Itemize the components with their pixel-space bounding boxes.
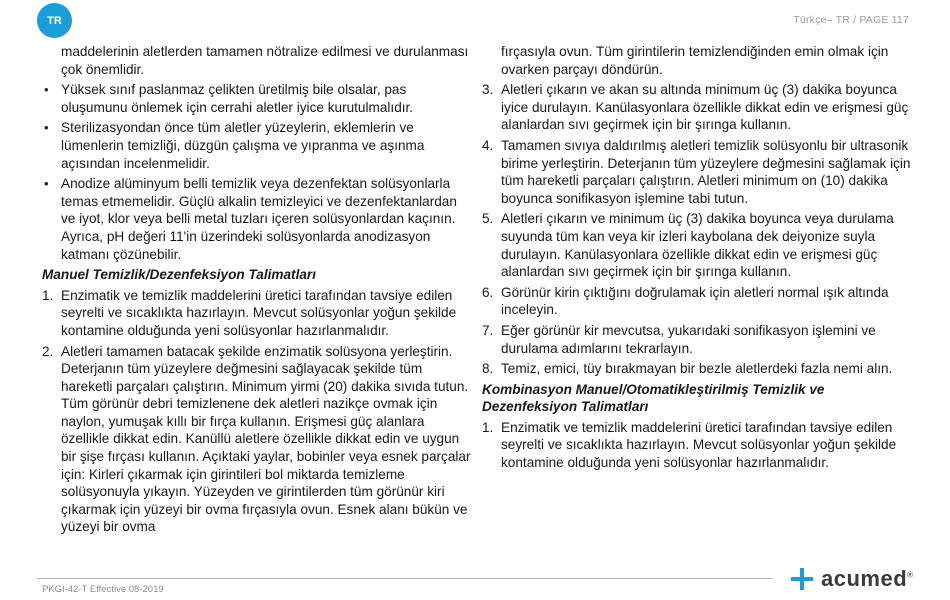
list-item xyxy=(482,210,912,280)
right-column xyxy=(482,43,912,475)
step-text: Görünür kirin çıktığını doğrulamak için aletleri normal ışık altında inceleyin. xyxy=(501,284,889,318)
left-column xyxy=(42,43,472,539)
footer-divider xyxy=(37,578,773,579)
list-item xyxy=(482,284,912,319)
continuation-text: maddelerinin aletlerden tamamen nötralize edilmesi ve durulanması çok önemlidir. xyxy=(61,44,469,77)
step-text: Tamamen sıvıya daldırılmış aletleri temizlik solüsyonlu bir ultrasonik birime yerleştirin. Deterjanın tüm yüzeylere değmesini sağlamak için tüm hareketli parçaları çalıştırın. Aletleri minimum on (10) dakika boyunca sonifikasyon işlemine tabi tutun. xyxy=(501,137,911,206)
continuation-text: fırçasıyla ovun. Tüm girintilerin temizlendiğinden emin olmak için ovarken parçayı döndürün. xyxy=(501,44,889,77)
numbered-list xyxy=(42,287,472,536)
step-number: 6. xyxy=(482,284,494,300)
logo-wordmark: acumed® xyxy=(821,566,914,591)
step-text: Aletleri çıkarın ve minimum üç (3) dakika boyunca veya durulama suyunda tüm kan veya kir izleri kaybolana dek deiyonize suyla durulayın. Kanülasyonlara özellikle dikkat edin ve erişmesi güç alanlardan sıvı geçirmek için bir şırınga kullanın. xyxy=(501,211,894,280)
bullet-item: • Yüksek sınıf paslanmaz çelikten üretilmiş bile olsalar, pas oluşumunu önlemek için cerrahi aletler iyice kurutulmalıdır. xyxy=(42,81,472,116)
list-item xyxy=(482,419,912,472)
plus-logo-icon xyxy=(790,567,814,591)
list-item xyxy=(482,137,912,207)
step-text: Enzimatik ve temizlik maddelerini üretici tarafından tavsiye edilen seyrelti ve sıcaklıkta hazırlayın. Mevcut solüsyonlar yoğun şekilde kontamine olduğunda yeni solüsyonlar hazırlanmalıdır. xyxy=(501,419,897,471)
step-text: Aletleri çıkarın ve akan su altında minimum üç (3) dakika boyunca iyice durulayın. Kanülasyonlara özellikle dikkat edin ve erişmesi güç alanlardan sıvı geçirmek için bir şırınga kullanın. xyxy=(501,82,909,133)
step-number: 7. xyxy=(482,322,494,338)
step-number: 1. xyxy=(42,287,54,303)
step-text: Enzimatik ve temizlik maddelerini üretici tarafından tavsiye edilen seyrelti ve sıcaklıkta hazırlayın. Mevcut solüsyonlar yoğun şekilde kontamine olduğunda yeni solüsyonlar hazırlanmalıdır. xyxy=(61,287,457,338)
list-item xyxy=(482,322,912,357)
step-text: Temiz, emici, tüy bırakmayan bir bezle aletlerdeki fazla nemi alın. xyxy=(501,361,893,377)
numbered-list xyxy=(482,81,912,378)
bullet-list xyxy=(42,81,472,263)
bullet-item: • Sterilizasyondan önce tüm aletler yüzeylerin, eklemlerin ve lümenlerin temizliği, düzgün çalışma ve yıpranma ve aşınma açısından incelenmelidir. xyxy=(42,119,472,172)
acumed-logo xyxy=(790,566,914,592)
list-item xyxy=(482,81,912,134)
step-number: 1. xyxy=(482,419,494,435)
language-badge: TR xyxy=(37,3,72,38)
page-label: Türkçe– TR / PAGE 117 xyxy=(793,14,909,26)
bullet-item: • Anodize alüminyum belli temizlik veya dezenfektan solüsyonlarla temas etmemelidir. Güçlü alkalin temizleyici ve dezenfektanlardan ve iyot, klor veya belli metal tuzları içeren solüsyonlardan kaçının. Ayrıca, pH değeri 11'in üzerindeki solüsyonlarda anodizasyon katmanı çözünebilir. xyxy=(42,175,472,263)
step-number: 5. xyxy=(482,211,494,227)
list-item xyxy=(482,360,912,378)
step-text: Aletleri tamamen batacak şekilde enzimatik solüsyona yerleştirin. Deterjanın tüm yüzeylere değmesini sağlayacak şekilde tüm hareketli parçaları çalıştırın. Minimum yirmi (20) dakika sıvıda tutun. Tüm görünür debri temizlenene dek aletleri nazikçe ovmak için naylon, yumuşak kıllı bir fırça kullanın. Erişmesi güç alanlara özellikle dikkat edin. Kanüllü aletlere özellikle dikkat edin ve uygun bir şişe fırçası kullanın. Açıktaki yaylar, bobinler veya esnek parçalar için: Kirleri çıkarmak için girintileri bol miktarda temizleme solüsyonuyla yıkayın. Yüzeyden ve girintilerden tüm görünür kiri çıkarmak için yüzeyi bir ovma fırçasıyla ovun. Esnek alanı bükün ve yüzeyi bir ovma xyxy=(61,343,471,535)
section-heading: Manuel Temizlik/Dezenfeksiyon Talimatları xyxy=(42,267,316,283)
list-item xyxy=(42,343,472,537)
document-code: PKGI-42-T Effective 08-2019 xyxy=(42,584,164,595)
step-number: 2. xyxy=(42,343,54,359)
section-heading: Kombinasyon Manuel/Otomatikleştirilmiş Temizlik ve Dezenfeksiyon Talimatları xyxy=(482,381,825,415)
step-number: 4. xyxy=(482,137,494,153)
numbered-list xyxy=(482,419,912,472)
step-number: 8. xyxy=(482,361,494,377)
step-text: Eğer görünür kir mevcutsa, yukarıdaki sonifikasyon işlemini ve durulama adımlarını tekrarlayın. xyxy=(501,322,876,356)
step-number: 3. xyxy=(482,82,494,98)
list-item xyxy=(42,287,472,340)
